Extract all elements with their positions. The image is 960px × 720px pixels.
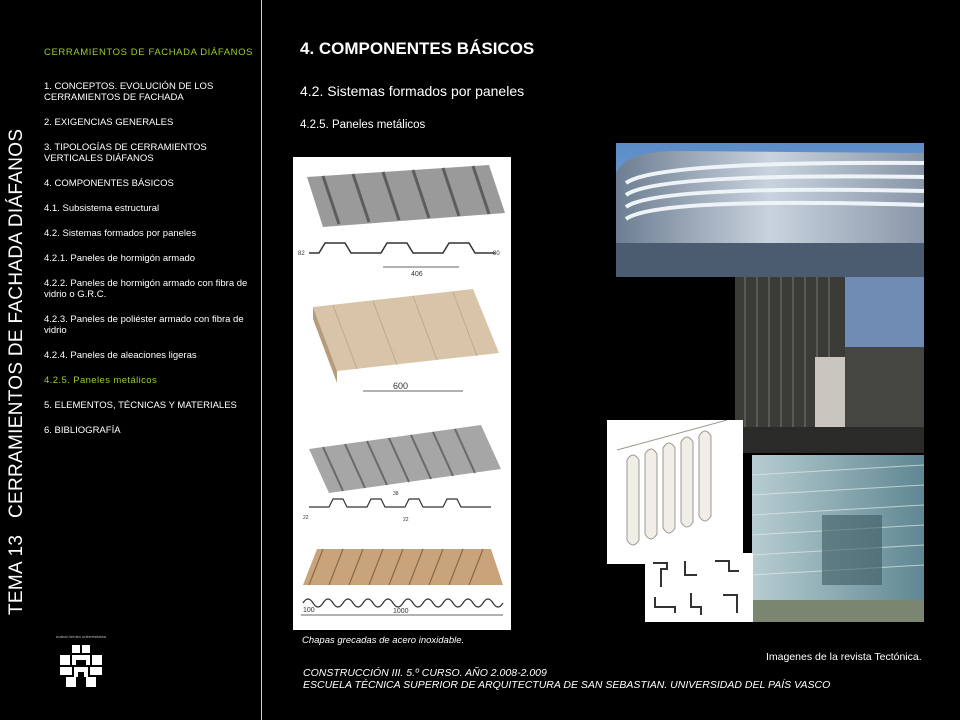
- photo-curved-facade: [616, 143, 924, 277]
- image-credit: Imagenes de la revista Tectónica.: [766, 651, 922, 663]
- dim-label: 100: [303, 607, 315, 614]
- nav-item-bibliografia[interactable]: 6. BIBLIOGRAFÍA: [44, 425, 121, 436]
- nav-item-conceptos[interactable]: 1. CONCEPTOS. EVOLUCIÓN DE LOS CERRAMIENTOS DE FACHADA: [44, 81, 214, 103]
- nav-item-aleaciones[interactable]: 4.2.4. Paneles de aleaciones ligeras: [44, 350, 197, 361]
- panel-4-drawing: [301, 549, 503, 615]
- nav-item-hormigon[interactable]: 4.2.1. Paneles de hormigón armado: [44, 253, 196, 264]
- logo-text: euskal herriko unibertsitatea: [55, 634, 107, 639]
- dim-label: 600: [393, 381, 409, 391]
- page-subtitle: 4.2. Sistemas formados por paneles: [300, 83, 525, 99]
- nav-item-componentes[interactable]: 4. COMPONENTES BÁSICOS: [44, 178, 174, 189]
- vertical-title: [6, 128, 36, 615]
- dim-label: 82: [298, 251, 305, 257]
- panel-2-drawing: [313, 289, 499, 391]
- photo-glass-facade: [752, 455, 924, 622]
- panel-1-drawing: [298, 165, 505, 278]
- dim-label: 22: [303, 515, 309, 521]
- photo-profiles-drawing: [645, 553, 753, 622]
- nav-item-paneles[interactable]: 4.2. Sistemas formados por paneles: [44, 228, 197, 239]
- nav-item-poliester[interactable]: 4.2.3. Paneles de poliéster armado con fibra de vidrio: [44, 314, 244, 336]
- dim-label: 38: [393, 491, 399, 497]
- photo-dark-facade: [735, 277, 924, 453]
- dim-label: 1000: [393, 608, 409, 615]
- nav-item-elementos[interactable]: 5. ELEMENTOS, TÉCNICAS Y MATERIALES: [44, 400, 237, 411]
- figure-caption: Chapas grecadas de acero inoxidable.: [302, 635, 465, 646]
- page-footer: [303, 667, 830, 691]
- tema-label: TEMA 13: [6, 534, 27, 615]
- nav-item-tipologias[interactable]: 3. TIPOLOGÍAS DE CERRAMIENTOS VERTICALES DIÁFANOS: [44, 142, 207, 164]
- section-title: 4.2.5. Paneles metálicos: [300, 119, 426, 131]
- nav-item-exigencias[interactable]: 2. EXIGENCIAS GENERALES: [44, 117, 174, 128]
- nav-item-grc[interactable]: 4.2.2. Paneles de hormigón armado con fibra de vidrio o G.R.C.: [44, 278, 248, 300]
- nav-header[interactable]: CERRAMIENTOS DE FACHADA DIÁFANOS: [44, 47, 254, 58]
- university-logo: [52, 634, 110, 694]
- tema-title: CERRAMIENTOS DE FACHADA DIÁFANOS: [6, 128, 27, 518]
- logo-mark-icon: [52, 643, 110, 689]
- photo-louvre-drawing: [607, 420, 743, 564]
- footer-course: CONSTRUCCIÓN III. 5.º CURSO. AÑO 2.008-2.009: [303, 667, 547, 679]
- panel-3-drawing: [303, 425, 501, 523]
- dim-label: 406: [411, 271, 423, 278]
- dim-label: 22: [403, 517, 409, 523]
- sidebar-nav: [44, 47, 262, 450]
- dim-label: 80: [493, 251, 500, 257]
- nav-item-subsistema[interactable]: 4.1. Subsistema estructural: [44, 203, 160, 214]
- nav-item-metalicos[interactable]: 4.2.5. Paneles metálicos: [44, 375, 158, 386]
- panel-drawings: [293, 157, 511, 630]
- footer-school: ESCUELA TÉCNICA SUPERIOR DE ARQUITECTURA DE SAN SEBASTIAN. UNIVERSIDAD DEL PAÍS VASCO: [303, 679, 831, 691]
- page-title: 4. COMPONENTES BÁSICOS: [300, 39, 535, 58]
